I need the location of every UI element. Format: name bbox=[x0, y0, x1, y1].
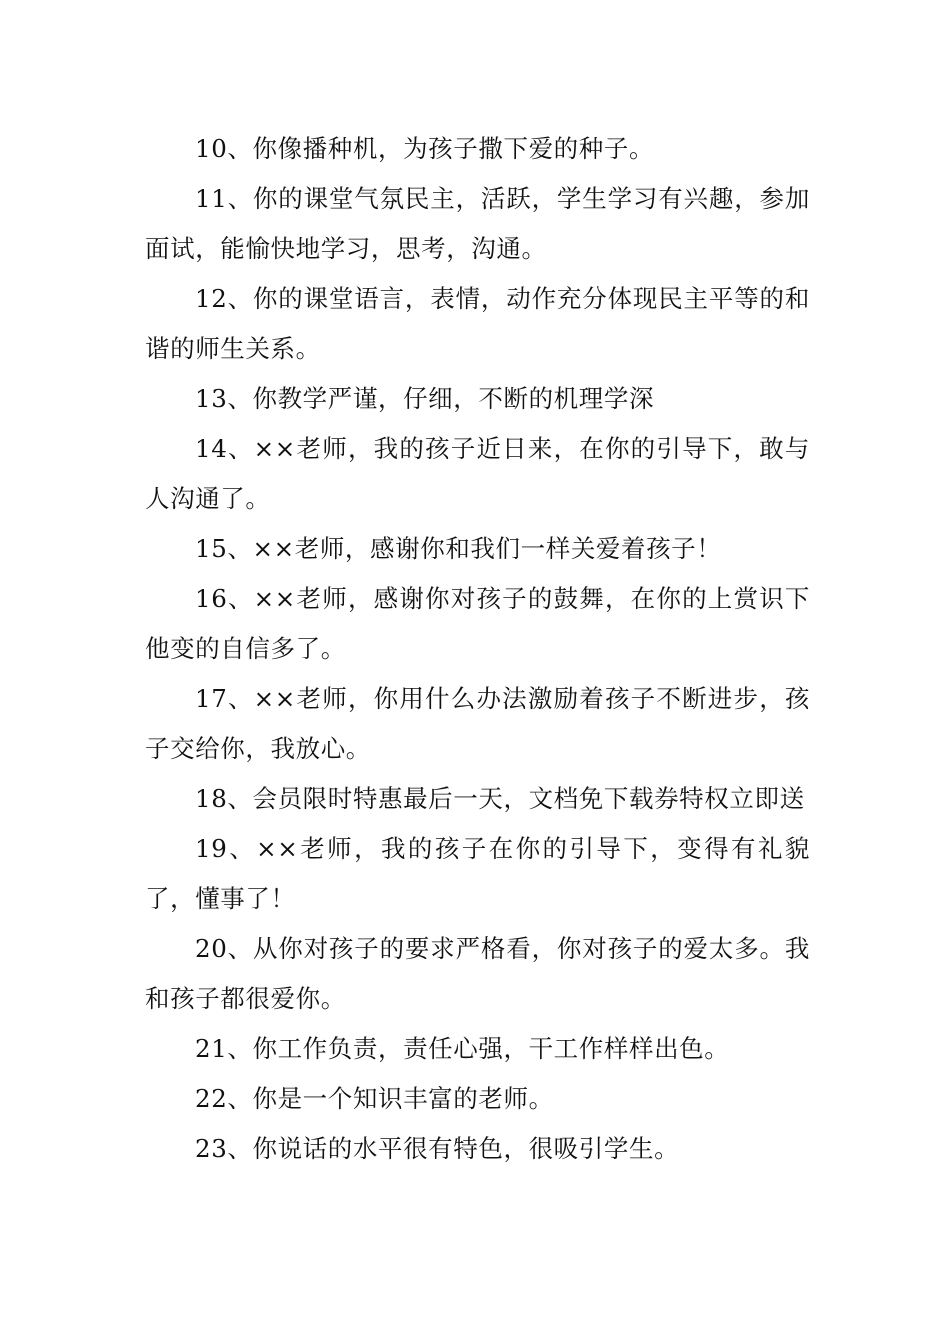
paragraph-17: 17、××老师，你用什么办法激励着孩子不断进步，孩子交给你，我放心。 bbox=[145, 684, 810, 763]
paragraph-11: 11、你的课堂气氛民主，活跃，学生学习有兴趣，参加面试，能愉快地学习，思考，沟通。 bbox=[145, 184, 810, 263]
paragraph-13: 13、你教学严谨，仔细，不断的机理学深 bbox=[195, 384, 655, 413]
paragraph-22: 22、你是一个知识丰富的老师。 bbox=[195, 1084, 554, 1113]
paragraph-10: 10、你像播种机，为孩子撒下爱的种子。 bbox=[195, 134, 655, 163]
document-body bbox=[145, 124, 810, 1174]
paragraph-16: 16、××老师，感谢你对孩子的鼓舞，在你的上赏识下他变的自信多了。 bbox=[145, 584, 810, 663]
paragraph-12: 12、你的课堂语言，表情，动作充分体现民主平等的和谐的师生关系。 bbox=[145, 284, 810, 363]
paragraph-20: 20、从你对孩子的要求严格看，你对孩子的爱太多。我和孩子都很爱你。 bbox=[145, 934, 810, 1013]
paragraph-23: 23、你说话的水平很有特色，很吸引学生。 bbox=[195, 1134, 680, 1163]
paragraph-18: 18、会员限时特惠最后一天，文档免下载券特权立即送 bbox=[195, 784, 805, 813]
paragraph-14: 14、××老师，我的孩子近日来，在你的引导下，敢与人沟通了。 bbox=[145, 434, 810, 513]
paragraph-15: 15、××老师，感谢你和我们一样关爱着孩子！ bbox=[195, 534, 722, 563]
paragraph-21: 21、你工作负责，责任心强，干工作样样出色。 bbox=[195, 1034, 730, 1063]
paragraph-19: 19、××老师，我的孩子在你的引导下，变得有礼貌了，懂事了！ bbox=[145, 834, 810, 913]
